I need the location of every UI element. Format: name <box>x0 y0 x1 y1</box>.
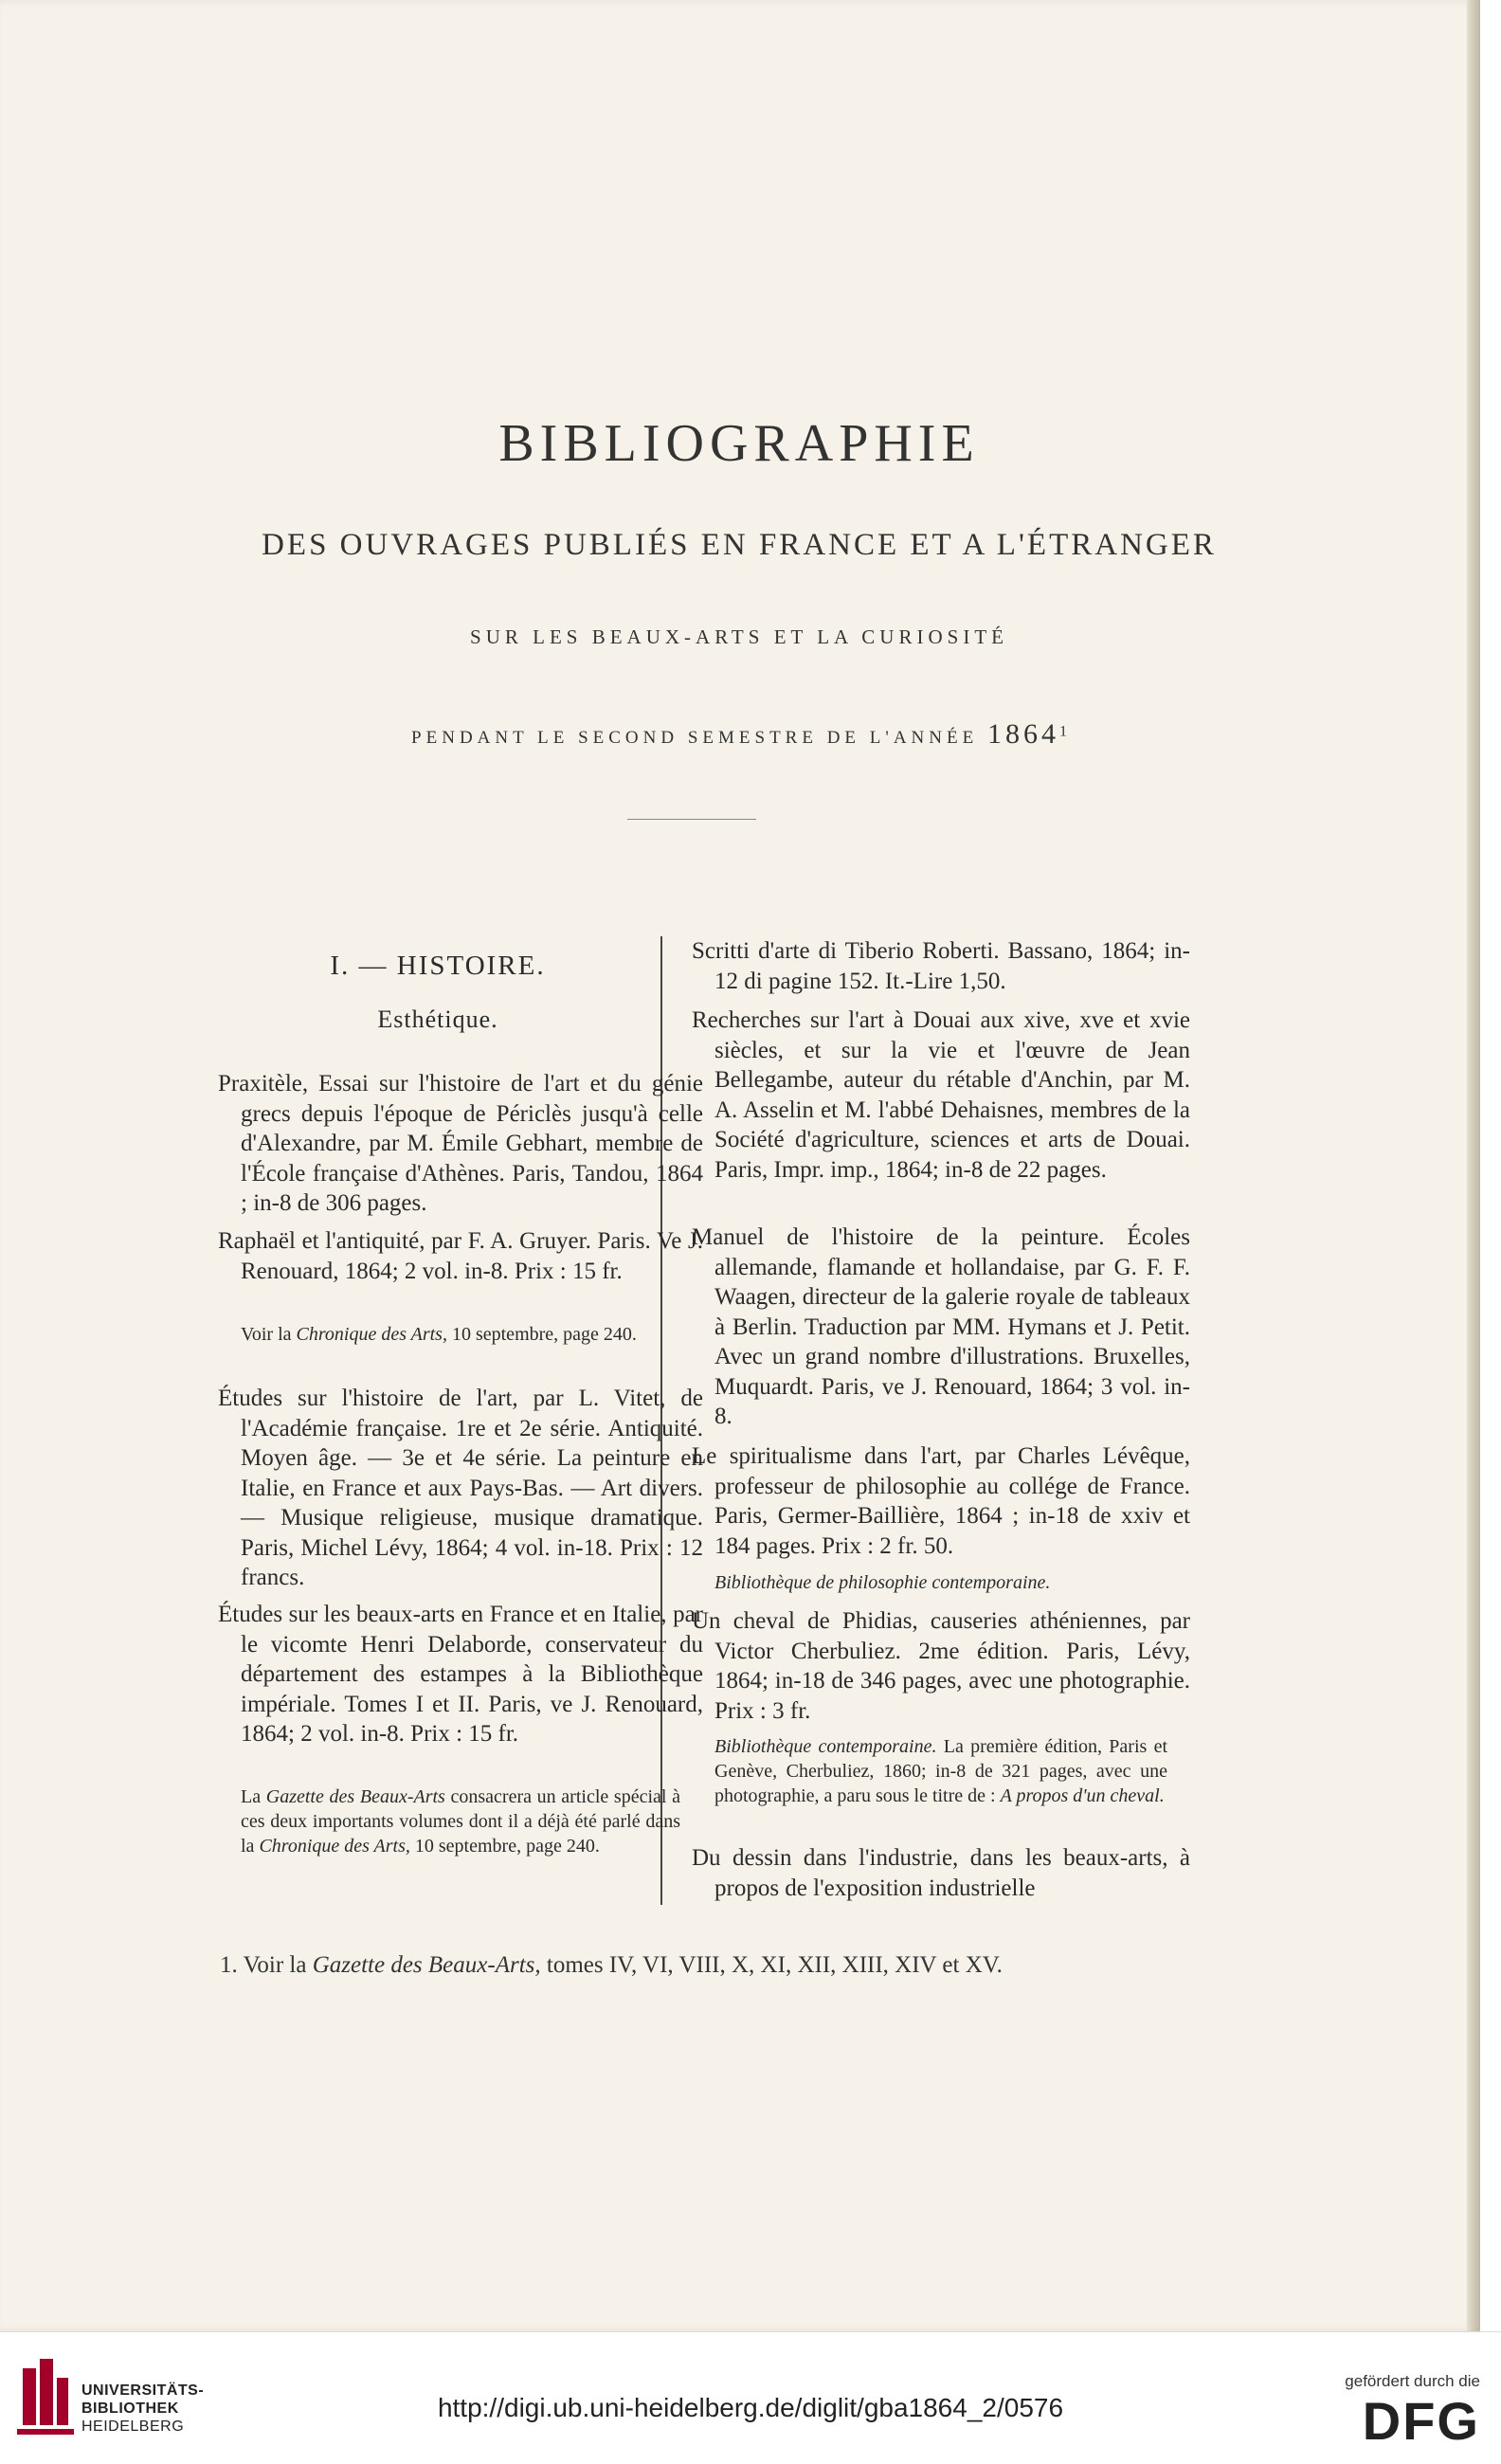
institution-line: UNIVERSITÄTS- <box>81 2382 205 2399</box>
title-separator-rule <box>627 819 756 820</box>
section-title: I. — HISTOIRE. <box>330 951 546 981</box>
note-text: Voir la <box>241 1324 297 1345</box>
institution-line: BIBLIOTHEK <box>81 2401 179 2417</box>
footnote-italic: Gazette des Beaux-Arts, <box>312 1952 541 1978</box>
note-italic: Chronique des Arts, <box>259 1836 410 1857</box>
page-subtitle-1: DES OUVRAGES PUBLIÉS EN FRANCE ET A L'ÉTRANGER <box>262 528 1217 562</box>
bib-entry: Manuel de l'histoire de la peinture. Écoles allemande, flamande et hollandaise, par G. F. F. Waagen, directeur de la galerie royale de tableaux à Berlin. Traduction par MM. Hymans et J. Petit. Avec un grand nombre d'illustrations. Bruxelles, Muquardt. Paris, ve J. Renouard, 1864; 3 vol. in-8. <box>692 1224 1190 1429</box>
sponsor-label: gefördert durch die <box>1345 2372 1480 2390</box>
note-italic: Bibliothèque de philosophie contemporaine. <box>714 1572 1051 1593</box>
footnote <box>220 1952 1003 1979</box>
note-text: La <box>241 1786 266 1807</box>
note-text: 10 septembre, page 240. <box>446 1324 637 1345</box>
bib-entry: Praxitèle, Essai sur l'histoire de l'art et du génie grecs depuis l'époque de Périclès jusqu'à celle d'Alexandre, par M. Émile Gebhart, membre de l'École française d'Athènes. Paris, Tandou, 1864 ; in-8 de 306 pages. <box>218 1071 703 1216</box>
bib-entry: Le spiritualisme dans l'art, par Charles Lévêque, professeur de philosophie au collége de France. Paris, Germer-Baillière, 1864 ; in-18 de xxiv et 184 pages. Prix : 2 fr. 50. <box>692 1443 1190 1559</box>
note-text: consacrera un article spécial à ces deux importants volumes dont il a déjà été parlé dans la <box>241 1786 681 1857</box>
bib-entry: Recherches sur l'art à Douai aux xive, xve et xvie siècles, et sur la vie et l'œuvre de Jean Bellegambe, auteur du rétable d'Anchin, par M. A. Asselin et M. l'abbé Dehaisnes, membres de la Société d'agriculture, sciences et arts de Douai. Paris, Impr. imp., 1864; in-8 de 22 pages. <box>692 1007 1190 1183</box>
subtitle-3-footnote-mark: 1 <box>1058 723 1067 740</box>
page-subtitle-3 <box>0 718 1478 751</box>
footnote-number: 1. <box>220 1952 238 1978</box>
page-spine-shadow <box>1467 0 1480 2331</box>
section-subtitle: Esthétique. <box>377 1006 498 1033</box>
bib-entry: Scritti d'arte di Tiberio Roberti. Bassano, 1864; in-12 di pagine 152. It.-Lire 1,50. <box>692 938 1190 994</box>
page-title: BIBLIOGRAPHIE <box>498 414 980 473</box>
subtitle-3-text: PENDANT LE SECOND SEMESTRE DE L'ANNÉE <box>411 728 979 748</box>
note-italic: Gazette des Beaux-Arts <box>265 1786 445 1807</box>
note-text: 10 septembre, page 240. <box>409 1836 600 1857</box>
bib-entry: Un cheval de Phidias, causeries athéniennes, par Victor Cherbuliez. 2me édition. Paris, Lévy, 1864; in-18 de 346 pages, avec une photographie. Prix : 3 fr. <box>692 1608 1190 1724</box>
page-url-link[interactable]: http://digi.ub.uni-heidelberg.de/diglit/gba1864_2/0576 <box>437 2393 1064 2422</box>
bib-entry: Études sur les beaux-arts en France et en Italie, par le vicomte Henri Delaborde, conservateur du département des estampes à la Bibliothèque impériale. Tomes I et II. Paris, ve J. Renouard, 1864; 2 vol. in-8. Prix : 15 fr. <box>218 1602 703 1747</box>
bib-entry: Études sur l'histoire de l'art, par L. Vitet, de l'Académie française. 1re et 2e série. Antiquité. Moyen âge. — 3e et 4e série. La peinture en Italie, en France et aux Pays-Bas. — Art divers. — Musique religieuse, musique dramatique. Paris, Michel Lévy, 1864; 4 vol. in-18. Prix : 12 francs. <box>218 1386 703 1590</box>
note-italic: Bibliothèque contemporaine. <box>714 1736 937 1757</box>
bib-note <box>692 1734 1167 1808</box>
bib-entry: Du dessin dans l'industrie, dans les beaux-arts, à propos de l'exposition industrielle <box>692 1845 1190 1901</box>
note-text: La première édition, Paris et Genève, Cherbuliez, 1860; in-8 de 321 pages, avec une photographie, a paru sous le titre de : <box>714 1736 1167 1806</box>
note-italic: A propos d'un cheval. <box>1000 1785 1165 1806</box>
bib-entry: Raphaël et l'antiquité, par F. A. Gruyer. Paris. Ve J. Renouard, 1864; 2 vol. in-8. Prix : 15 fr. <box>218 1228 703 1284</box>
note-italic: Chronique des Arts, <box>296 1324 447 1345</box>
bib-note <box>218 1322 680 1347</box>
footnote-text: Voir la <box>243 1952 307 1978</box>
dfg-logo: DFG <box>1362 2391 1480 2451</box>
viewer-footer-bar <box>0 2331 1501 2464</box>
subtitle-3-year: 1864 <box>986 718 1059 750</box>
bib-note <box>218 1785 680 1858</box>
institution-line: HEIDELBERG <box>81 2419 185 2435</box>
bib-note <box>692 1570 1167 1595</box>
page-subtitle-2: SUR LES BEAUX-ARTS ET LA CURIOSITÉ <box>470 625 1008 648</box>
footnote-text: tomes IV, VI, VIII, X, XI, XII, XIII, XIV et XV. <box>546 1952 1003 1978</box>
